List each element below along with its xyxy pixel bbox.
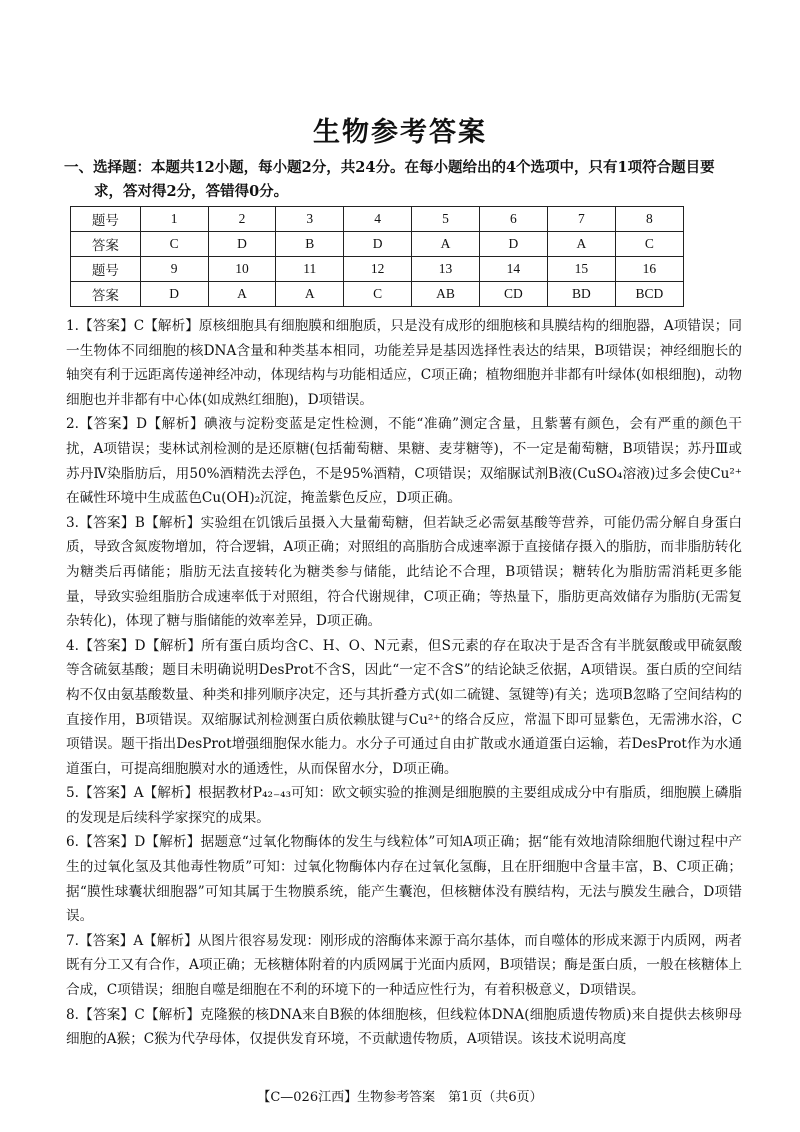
- table-cell: 9: [140, 257, 208, 282]
- page-title: 生物参考答案: [313, 117, 487, 148]
- table-cell: 7: [547, 207, 615, 232]
- answer-table: [70, 206, 684, 307]
- table-cell: 1: [140, 207, 208, 232]
- table-cell: 13: [412, 257, 480, 282]
- explanation-item: 1.【答案】C【解析】原核细胞具有细胞膜和细胞质，只是没有成形的细胞核和具膜结构的细胞器，A项错误；同一生物体不同细胞的核DNA含量和种类基本相同，功能差异是基因选择性表达的结果，B项错误；神经细胞长的轴突有利于远距离传递神经冲动，体现结构与功能相适应，C项正确；植物细胞并非都有叶绿体(如根细胞)，动物细胞也并非都有中心体(如成熟红细胞)，D项错误。: [66, 318, 742, 408]
- table-cell: C: [615, 232, 683, 257]
- table-cell: 16: [615, 257, 683, 282]
- table-row: [71, 257, 684, 282]
- table-cell: 2: [208, 207, 276, 232]
- explanation-item: 4.【答案】D【解析】所有蛋白质均含C、H、O、N元素，但S元素的存在取决于是否含有半胱氨酸或甲硫氨酸等含硫氨基酸；题目未明确说明DesProt不含S，因此“一定不含S”的结论缺乏依据，A项错误。蛋白质的空间结构不仅由氨基酸数量、种类和排列顺序决定，还与其折叠方式(如二硫键、氢键等)有关；选项B忽略了空间结构的直接作用，B项错误。双缩脲试剂检测蛋白质依赖肽键与Cu²⁺的络合反应，常温下即可显紫色，无需沸水浴，C项错误。题干指出DesProt增强细胞保水能力。水分子可通过自由扩散或水通道蛋白运输，若DesProt作为水通道蛋白，可提高细胞膜对水的通透性，从而保留水分，D项正确。: [66, 637, 742, 777]
- table-cell: D: [208, 232, 276, 257]
- table-cell: 5: [412, 207, 480, 232]
- table-cell: B: [276, 232, 344, 257]
- table-cell: BCD: [615, 282, 683, 307]
- table-cell: 14: [479, 257, 547, 282]
- table-cell: 15: [547, 257, 615, 282]
- table-cell: AB: [412, 282, 480, 307]
- table-cell: 12: [344, 257, 412, 282]
- explanation-item: 7.【答案】A【解析】从图片很容易发现：刚形成的溶酶体来源于高尔基体，而自噬体的形成来源于内质网，两者既有分工又有合作，A项正确；无核糖体附着的内质网属于光面内质网，B项错误；酶是蛋白质，一般在核糖体上合成，C项错误；细胞自噬是细胞在不利的环境下的一种适应性行为，有着积极意义，D项错误。: [66, 932, 742, 999]
- table-cell: CD: [479, 282, 547, 307]
- table-cell: A: [412, 232, 480, 257]
- table-row: [71, 282, 684, 307]
- table-row: [71, 207, 684, 232]
- table-row: [71, 232, 684, 257]
- table-cell: A: [547, 232, 615, 257]
- section-heading: [64, 156, 744, 204]
- table-cell: 11: [276, 257, 344, 282]
- table-cell: D: [140, 282, 208, 307]
- explanations-body: [66, 314, 742, 1052]
- table-cell: 6: [479, 207, 547, 232]
- table-cell: 8: [615, 207, 683, 232]
- table-cell: 4: [344, 207, 412, 232]
- explanation-item: 6.【答案】D【解析】据题意“过氧化物酶体的发生与线粒体”可知A项正确；据“能有效地清除细胞代谢过程中产生的过氧化氢及其他毒性物质”可知：过氧化物酶体内存在过氧化氢酶，且在肝细胞中含量丰富，B、C项正确；据“膜性球囊状细胞器”可知其属于生物膜系统，能产生囊泡，但核糖体没有膜结构，无法与膜发生融合，D项错误。: [66, 834, 742, 925]
- explanation-item: 8.【答案】C【解析】克隆猴的核DNA来自B猴的体细胞核，但线粒体DNA(细胞质遗传物质)来自提供去核卵母细胞的A猴；C猴为代孕母体，仅提供发育环境，不贡献遗传物质，A项错误。该技术说明高度: [66, 1006, 742, 1048]
- section-heading-line2: 求，答对得2分，答错得0分。: [94, 183, 289, 200]
- table-cell: 3: [276, 207, 344, 232]
- table-cell: D: [344, 232, 412, 257]
- table-cell: BD: [547, 282, 615, 307]
- table-cell: C: [344, 282, 412, 307]
- row-label: 答案: [71, 282, 141, 307]
- table-cell: A: [208, 282, 276, 307]
- table-cell: C: [140, 232, 208, 257]
- explanation-item: 2.【答案】D【解析】碘液与淀粉变蓝是定性检测，不能“准确”测定含量，且紫薯有颜色，会有严重的颜色干扰，A项错误；斐林试剂检测的是还原糖(包括葡萄糖、果糖、麦芽糖等)，不一定是葡萄糖，B项错误；苏丹Ⅲ或苏丹Ⅳ染脂肪后，用50%酒精洗去浮色，不是95%酒精，C项错误；双缩脲试剂B液(CuSO₄溶液)过多会使Cu²⁺在碱性环境中生成蓝色Cu(OH)₂沉淀，掩盖紫色反应，D项正确。: [66, 416, 742, 507]
- table-cell: A: [276, 282, 344, 307]
- section-heading-line1: 一、选择题：本题共12小题，每小题2分，共24分。在每小题给出的4个选项中，只有1项符合题目要: [64, 159, 715, 176]
- row-label: 题号: [71, 207, 141, 232]
- row-label: 题号: [71, 257, 141, 282]
- page-footer: 【C—026江西】生物参考答案 第1页（共6页）: [257, 1090, 543, 1105]
- row-label: 答案: [71, 232, 141, 257]
- table-cell: D: [479, 232, 547, 257]
- explanation-item: 5.【答案】A【解析】根据教材P₄₂₋₄₃可知：欧文顿实验的推测是细胞膜的主要组成成分中有脂质，细胞膜上磷脂的发现是后续科学家探究的成果。: [66, 785, 742, 826]
- explanation-item: 3.【答案】B【解析】实验组在饥饿后虽摄入大量葡萄糖，但若缺乏必需氨基酸等营养，可能仍需分解自身蛋白质，导致含氮废物增加，符合逻辑，A项正确；对照组的高脂肪合成速率源于直接储存摄入的脂肪，而非脂肪转化为糖类后再储能；脂肪无法直接转化为糖类参与储能，此结论不合理，B项错误；糖转化为脂肪需消耗更多能量，导致实验组脂肪合成速率低于对照组，符合代谢规律，C项正确；等热量下，脂肪更高效储存为脂肪(无需复杂转化)，体现了糖与脂储能的效率差异，D项正确。: [66, 514, 742, 630]
- table-cell: 10: [208, 257, 276, 282]
